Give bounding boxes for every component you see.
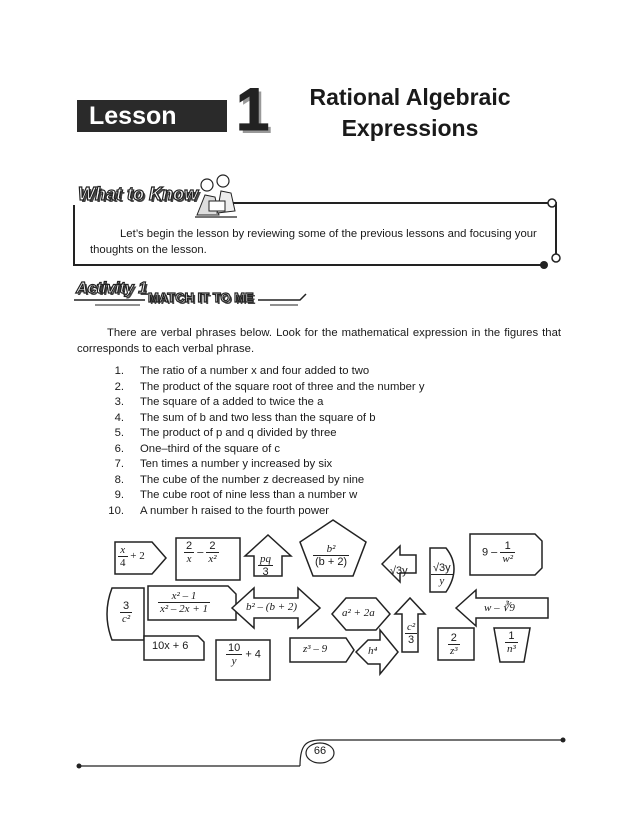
expr-9-minus-1-over-w2: 9 – $\frac{1}{\text{w²}}$: [482, 540, 513, 565]
lesson-label: Lesson: [77, 100, 227, 132]
activity-subtitle: MATCH IT TO ME: [148, 290, 254, 305]
list-item: 2. The product of the square root of three and the number y: [114, 380, 425, 393]
expr-10-over-y-plus-4: $\frac{10}{y}$ + 4: [228, 642, 261, 667]
expr-w-minus-cuberoot9: w – ∛9: [484, 602, 515, 614]
expr-a2-plus-2a: a² + 2a: [342, 607, 375, 619]
expr-x-over-4-plus-2: $\frac{x}{4}$ + 2: [120, 544, 145, 569]
list-item: 9. The cube root of nine less than a number w: [114, 489, 358, 501]
expr-3-over-c2: $\frac{3}{\text{c²}}$: [122, 600, 131, 625]
list-item: 3. The square of a added to twice the a: [114, 396, 324, 408]
list-item: 8. The cube of the number z decreased by nine: [114, 473, 365, 486]
intro-text: Let’s begin the lesson by reviewing some of the previous lessons and focusing your thoughts on the lesson.: [90, 228, 537, 256]
expr-rational-polynomial: $\frac{\text{x² – 1}}{\text{x² – 2x + 1}}$: [160, 590, 208, 615]
list-item: 7. Ten times a number y increased by six: [114, 458, 333, 470]
page-number: 66: [313, 745, 327, 757]
expr-1-over-n3: $\frac{1}{\text{n³}}$: [507, 630, 516, 655]
expr-10x-plus-6: 10x + 6: [152, 640, 189, 652]
expr-2-over-x-minus-2-over-x2: $\frac{2}{x}$ – $\frac{2}{\text{x²}}$: [186, 540, 217, 565]
kids-reading-icon: [195, 175, 237, 217]
expr-b2-over-b-plus-2: $\frac{\text{b²}}{(b + 2)}$: [315, 543, 348, 568]
list-item: 10. A number h raised to the fourth power: [108, 504, 330, 517]
expr-c2-over-3: $\frac{\text{c²}}{3}$: [407, 621, 416, 646]
frame-dot-icon: [552, 254, 560, 262]
list-item: 4. The sum of b and two less than the square of b: [114, 411, 376, 424]
list-item: 5. The product of p and q divided by three: [114, 427, 337, 439]
expr-b2-minus-b-plus-2: b² – (b + 2): [246, 601, 298, 613]
phrase-list: [90, 364, 530, 519]
what-to-know-banner: What to Know: [78, 184, 198, 204]
expr-root3y-over-y: $\frac{√3y}{y}$: [433, 562, 451, 587]
frame-dot-icon: [540, 261, 548, 269]
expr-root3-y: √3y: [390, 565, 408, 577]
expr-pq-over-3: $\frac{pq}{3}$: [260, 553, 271, 578]
list-item: 6. One–third of the square of c: [114, 442, 281, 455]
title-line-2: Expressions: [341, 115, 479, 141]
expr-2-over-z3: $\frac{2}{\text{z³}}$: [450, 632, 458, 657]
list-item: 1. The ratio of a number x and four added to two: [114, 365, 370, 377]
expr-z3-minus-9: z³ – 9: [303, 643, 328, 655]
lesson-number: 1: [236, 76, 270, 143]
activity-instructions: There are verbal phrases below. Look for the mathematical expression in the figures that corresponds to each verbal phrase.: [77, 327, 561, 355]
activity-banner: Activity 1: [76, 280, 148, 297]
title-line-1: Rational Algebraic: [309, 84, 511, 110]
frame-dot-icon: [548, 199, 556, 207]
expr-h4: h⁴: [368, 645, 378, 657]
